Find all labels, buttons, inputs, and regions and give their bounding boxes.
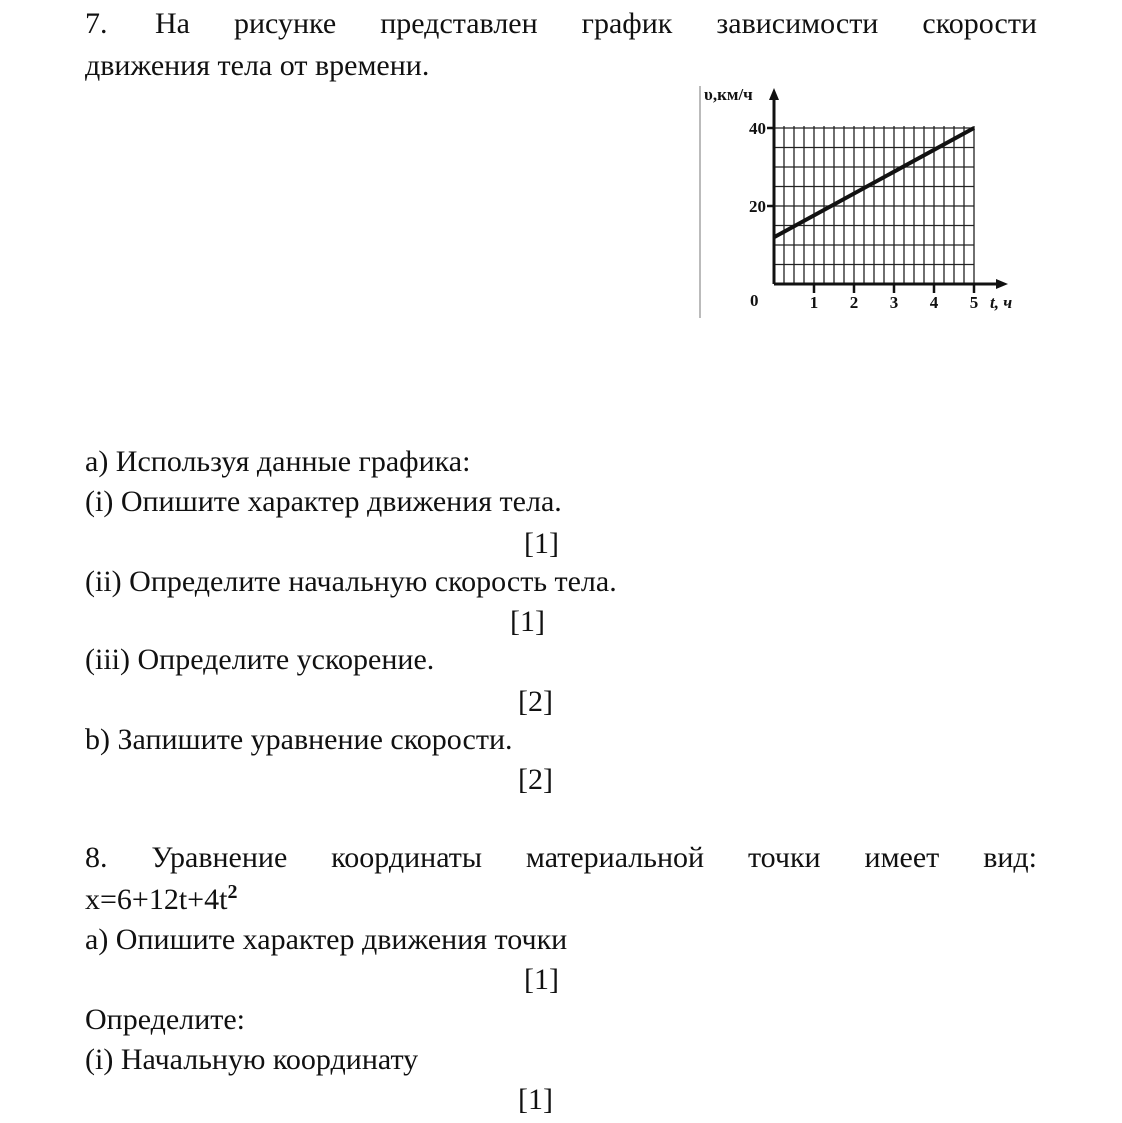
task8-part-a: а) Опишите характер движения точки	[85, 923, 568, 956]
task8-intro	[85, 840, 1037, 876]
task8-mark-a: [1]	[524, 963, 559, 996]
y-tick-label: 40	[749, 119, 766, 138]
axis-ticks	[767, 128, 974, 293]
task7-number: 7.	[85, 7, 108, 40]
task8-intro-text: Уравнение координаты материальной точки имеет вид:	[151, 841, 1038, 874]
x-axis-label: t, ч	[990, 293, 1013, 312]
task7-mark-b: [2]	[518, 763, 553, 796]
task8-define: Определите:	[85, 1003, 246, 1036]
origin-label: 0	[750, 291, 759, 310]
x-axis-arrow-icon	[996, 279, 1008, 289]
task7-intro-line2: движения тела от времени.	[85, 49, 430, 82]
task7-question-i: (i) Опишите характер движения тела.	[85, 485, 562, 518]
task7-part-a: а) Используя данные графика:	[85, 445, 471, 478]
velocity-time-graph	[698, 82, 1033, 322]
graph-grid	[774, 126, 974, 284]
task8-equation-exponent: 2	[227, 881, 238, 903]
task8-number: 8.	[85, 841, 108, 874]
y-axis-arrow-icon	[769, 88, 779, 100]
x-tick-label: 3	[889, 293, 899, 312]
task7-part-b: b) Запишите уравнение скорости.	[85, 723, 513, 756]
y-axis-label: υ,км/ч	[704, 85, 753, 104]
task7-mark-iii: [2]	[518, 685, 553, 718]
task7-intro-line1	[85, 6, 1037, 42]
task7-question-iii: (iii) Определите ускорение.	[85, 643, 435, 676]
task8-equation-base: x=6+12t+4t	[85, 883, 228, 916]
task7-intro-text: На рисунке представлен график зависимости скорости	[155, 7, 1037, 40]
task8-question-i: (i) Начальную координату	[85, 1043, 419, 1076]
task7-mark-i: [1]	[524, 527, 559, 560]
y-tick-label: 20	[749, 197, 766, 216]
task8-equation	[85, 882, 237, 918]
x-tick-label: 5	[969, 293, 979, 312]
task7-mark-ii: [1]	[510, 605, 545, 638]
task8-mark-i: [1]	[518, 1083, 553, 1116]
task7-question-ii: (ii) Определите начальную скорость тела.	[85, 565, 617, 598]
x-tick-label: 2	[849, 293, 859, 312]
x-tick-label: 4	[929, 293, 939, 312]
x-tick-label: 1	[809, 293, 819, 312]
